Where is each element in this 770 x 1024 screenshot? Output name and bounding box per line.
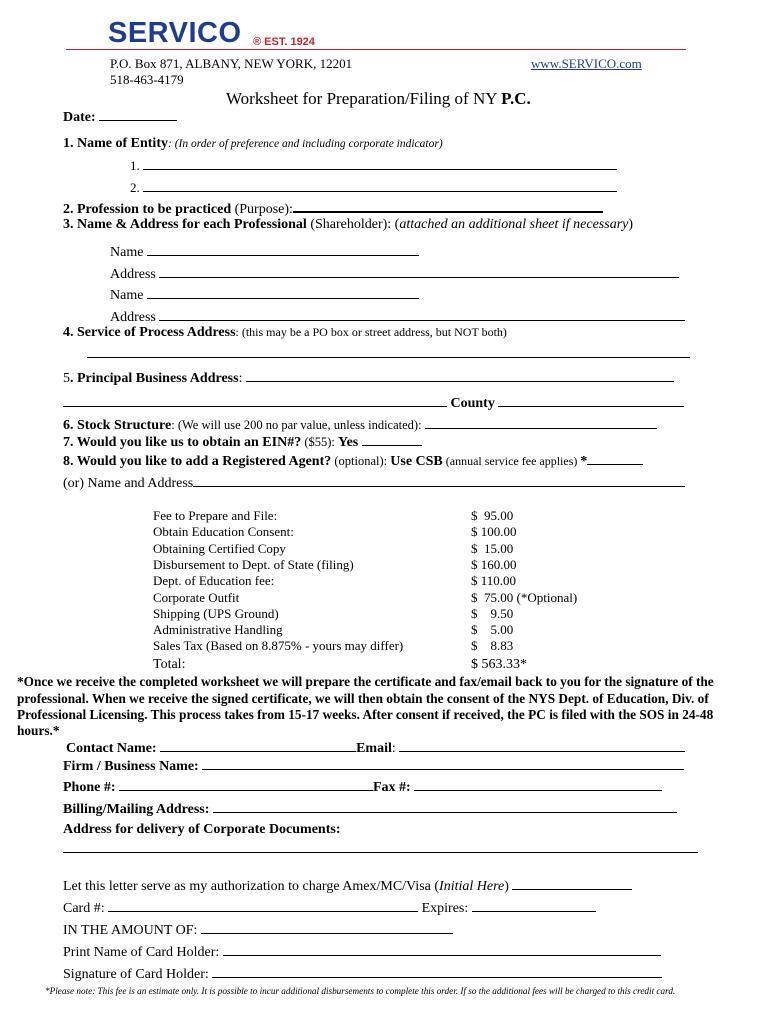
fee-label: Sales Tax (Based on 8.875% - yours may differ) [153, 638, 404, 654]
delivery-address-label: Address for delivery of Corporate Documents: [63, 822, 341, 837]
county-input[interactable] [498, 394, 684, 407]
card-number-field: Card #: Expires: [63, 899, 596, 917]
fee-label: Obtaining Certified Copy [153, 540, 286, 556]
card-number-input[interactable] [108, 899, 418, 912]
company-logo: SERVICO [108, 17, 242, 49]
notice-line-4: hours.* [17, 723, 60, 738]
fee-amount: $ 100.00 [471, 524, 517, 540]
professional-2-address: Address [110, 308, 685, 326]
fee-label: Obtain Education Consent: [153, 524, 294, 540]
firm-name-field: Firm / Business Name: [63, 757, 684, 775]
principal-address-line2-input[interactable] [63, 394, 447, 407]
registered-agent-input[interactable] [587, 452, 643, 465]
fee-label: Dept. of Education fee: [153, 573, 275, 589]
phone-field: Phone #: Fax #: [63, 778, 662, 796]
contact-name-field: Contact Name: Email: [66, 739, 685, 757]
firm-name-input[interactable] [202, 757, 684, 770]
date-field: Date: [63, 108, 177, 126]
agent-name-address-input[interactable] [193, 474, 685, 487]
fee-amount: $ 95.00 [471, 508, 514, 523]
billing-address-field: Billing/Mailing Address: [63, 800, 677, 818]
date-line[interactable] [99, 108, 177, 121]
amount-field: IN THE AMOUNT OF: [63, 921, 453, 939]
website-link[interactable]: www.SERVICO.com [531, 56, 642, 71]
signature-input[interactable] [212, 965, 662, 978]
billing-address-input[interactable] [213, 800, 677, 813]
fee-total-label: Total: [153, 657, 186, 672]
phone-input[interactable] [119, 778, 373, 791]
entity-name-2-input[interactable] [143, 179, 617, 192]
or-name-address: (or) Name and Address [63, 474, 685, 492]
fee-amount: $ 160.00 [471, 556, 517, 572]
fee-label: Disbursement to Dept. of State (filing) [153, 556, 354, 572]
fee-label: Corporate Outfit [153, 589, 240, 605]
professional-1-name-input[interactable] [147, 243, 419, 256]
professional-1-name: Name [110, 243, 419, 261]
footnote: *Please note: This fee is an estimate only. It is possible to incur additional disbursements to complete this order. If so the additional fees will be charged to this credit card. [45, 986, 676, 996]
fee-amount: $ 75.00 (*Optional) [471, 589, 578, 605]
stock-structure-input[interactable] [425, 416, 657, 429]
q6-stock-structure: 6. Stock Structure: (We will use 200 no par value, unless indicated): [63, 416, 657, 434]
fee-amount: $ 5.00 [471, 622, 514, 638]
entity-name-1-input[interactable] [143, 157, 617, 170]
professional-2-address-input[interactable] [159, 308, 685, 321]
delivery-address-input[interactable] [63, 840, 698, 853]
fee-label: Shipping (UPS Ground) [153, 605, 279, 621]
logo-established: ® EST. 1924 [253, 36, 315, 48]
q4-service-of-process: 4. Service of Process Address: (this may be a PO box or street address, but NOT both) [63, 325, 507, 340]
notice-line-2: professional. When we receive the signed certificate, we will then obtain the consent of the NYS Dept. of Education, Div. of [17, 691, 709, 706]
email-input[interactable] [399, 739, 685, 752]
professional-1-address: Address [110, 265, 679, 283]
principal-address-input[interactable] [246, 369, 674, 382]
initial-input[interactable] [512, 877, 632, 890]
print-name-input[interactable] [223, 943, 661, 956]
notice-line-3: Professional Licensing. This process takes from 15-17 weeks. After consent if received, the PC is filed with the SOS in 24-48 [17, 707, 714, 722]
q3-professionals: 3. Name & Address for each Professional (Shareholder): (attached an additional sheet if necessary) [63, 217, 634, 232]
fee-label: Fee to Prepare and File: [153, 508, 278, 523]
q1-name-of-entity: 1. Name of Entity: (In order of preference and including corporate indicator) [63, 136, 443, 151]
fee-amount: $ 8.83 [471, 638, 514, 654]
signature-field: Signature of Card Holder: [63, 965, 662, 983]
fee-amount: $ 15.00 [471, 540, 514, 556]
fee-amount: $ 9.50 [471, 605, 514, 621]
county-line: County [63, 394, 684, 412]
notice-line-1: *Once we receive the completed worksheet we will prepare the certificate and fax/email back to you for the signature of the [17, 674, 714, 689]
fee-amount: $ 110.00 [471, 573, 517, 589]
q5-principal-business-address: 5. Principal Business Address: [63, 369, 674, 387]
expires-input[interactable] [472, 899, 596, 912]
profession-input[interactable] [293, 199, 603, 213]
company-address: P.O. Box 871, ALBANY, NEW YORK, 12201 [110, 56, 353, 71]
page-title: Worksheet for Preparation/Filing of NY P.C. [226, 89, 531, 108]
header-divider [66, 49, 686, 50]
contact-name-input[interactable] [160, 739, 356, 752]
professional-2-name-input[interactable] [147, 286, 419, 299]
print-name-field: Print Name of Card Holder: [63, 943, 661, 961]
fax-input[interactable] [414, 778, 662, 791]
authorization-line: Let this letter serve as my authorization to charge Amex/MC/Visa (Initial Here) [63, 877, 632, 895]
amount-input[interactable] [201, 921, 453, 934]
ein-yes-input[interactable] [362, 433, 422, 446]
q8-registered-agent: 8. Would you like to add a Registered Agent? (optional): Use CSB (annual service fee applies) * [63, 452, 643, 470]
professional-2-name: Name [110, 286, 419, 304]
service-of-process-input[interactable] [87, 345, 690, 358]
company-phone: 518-463-4179 [110, 72, 184, 87]
fee-label: Administrative Handling [153, 622, 283, 638]
professional-1-address-input[interactable] [159, 265, 679, 278]
fee-total-amount: $ 563.33* [471, 657, 527, 672]
q2-profession: 2. Profession to be practiced (Purpose): [63, 199, 603, 218]
entity-name-line-1: 1. [130, 157, 617, 174]
q7-ein: 7. Would you like us to obtain an EIN#? ($55): Yes [63, 433, 422, 451]
entity-name-line-2: 2. [130, 179, 617, 196]
